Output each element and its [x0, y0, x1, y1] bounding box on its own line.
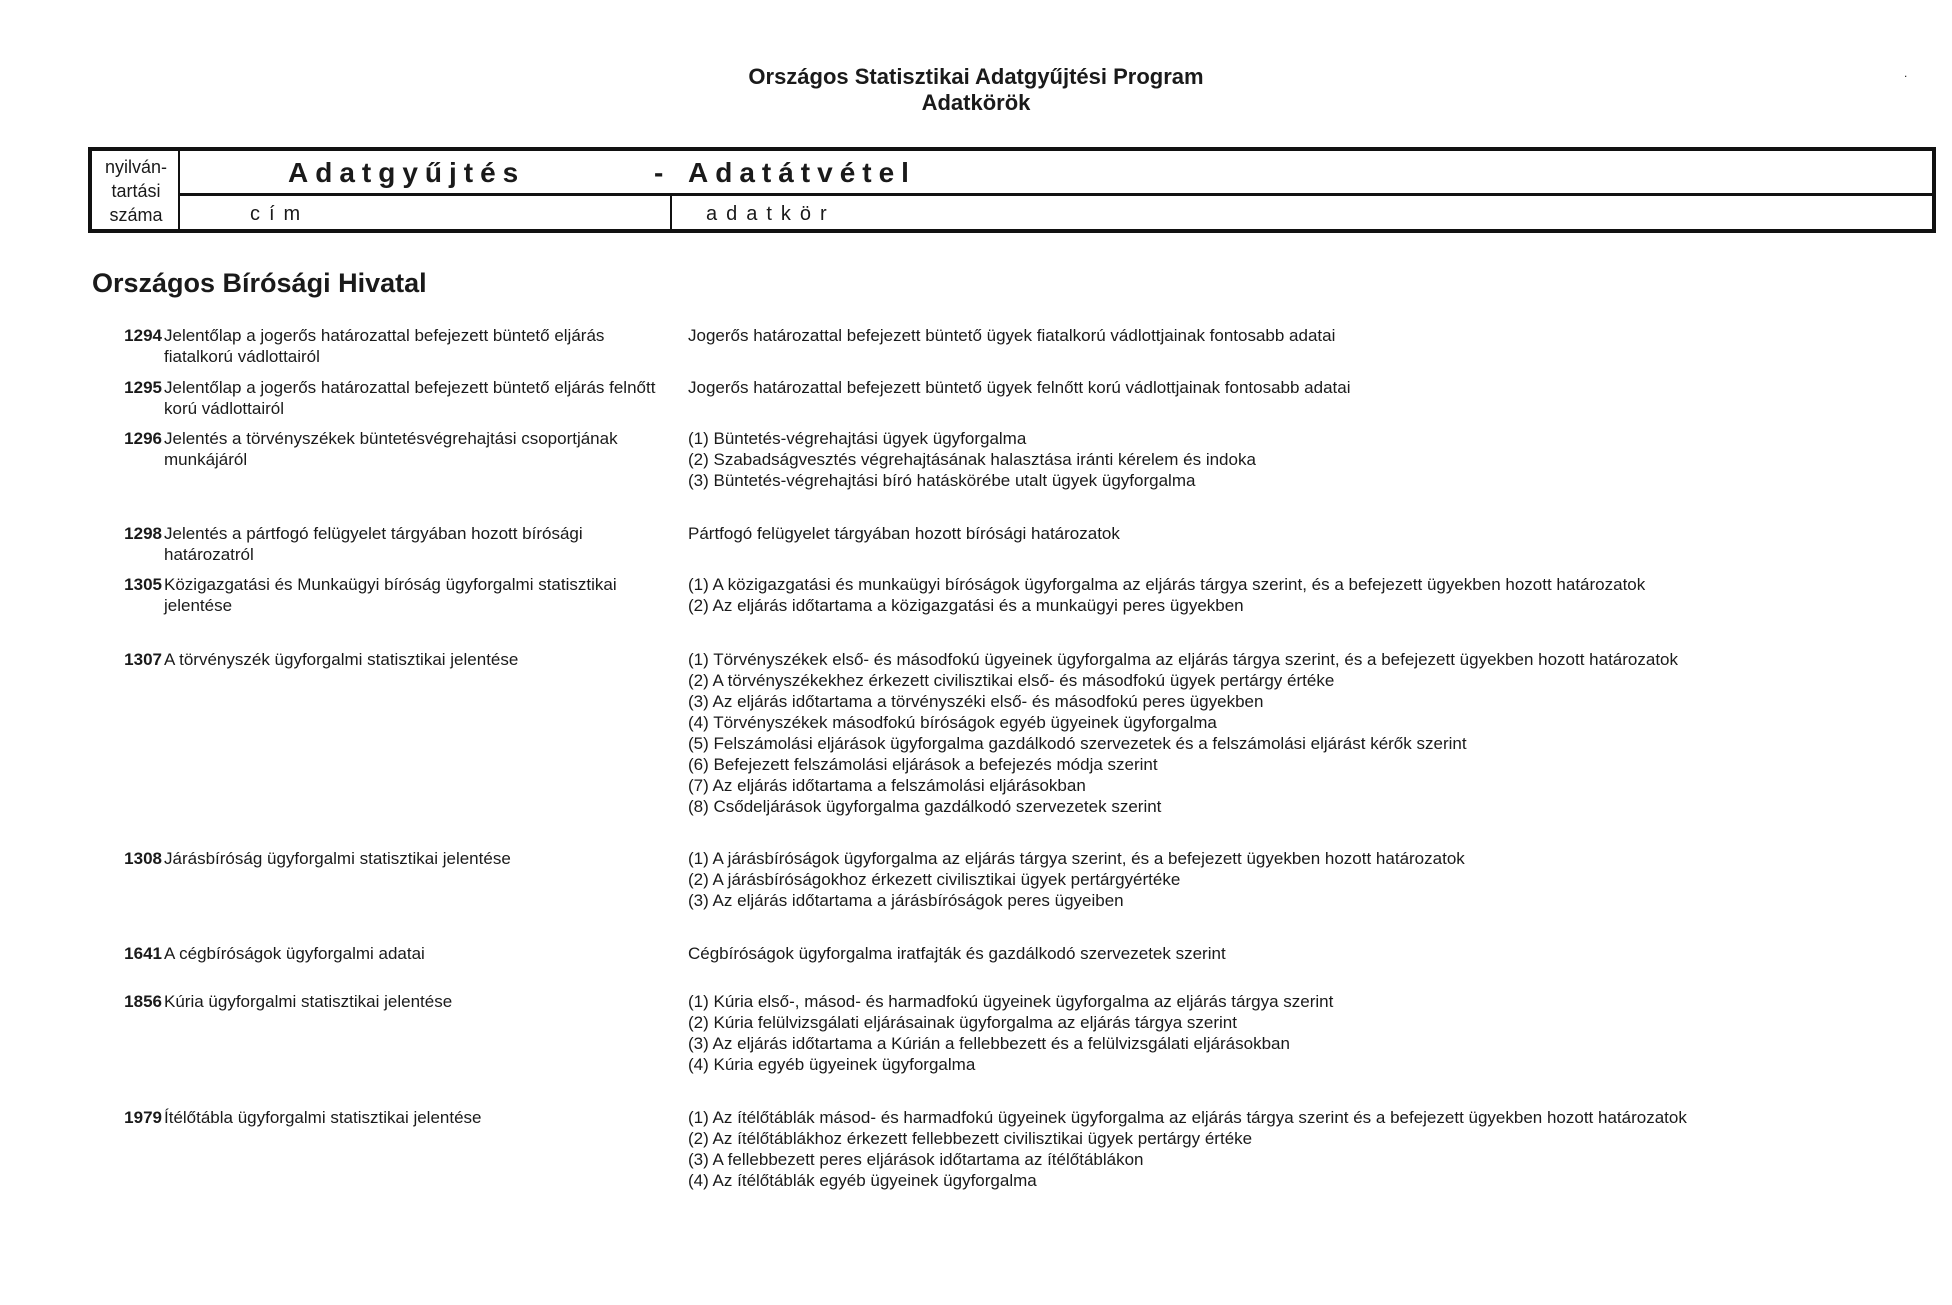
data-scope-line: Pártfogó felügyelet tárgyában hozott bírósági határozatok: [688, 524, 1120, 543]
data-scope-line: (4) Törvényszékek másodfokú bíróságok egyéb ügyeinek ügyforgalma: [688, 713, 1217, 732]
entry-title: Jelentés a pártfogó felügyelet tárgyában hozott bírósági határozatról: [164, 524, 583, 564]
data-scope-line: (7) Az eljárás időtartama a felszámolási eljárásokban: [688, 776, 1086, 795]
column-header-table: [88, 147, 1936, 233]
entry-title: A cégbíróságok ügyforgalmi adatai: [164, 944, 425, 963]
entry-title: Közigazgatási és Munkaügyi bíróság ügyforgalmi statisztikai jelentése: [164, 575, 617, 615]
entry-number: 1298: [124, 524, 162, 543]
entry-data-scope: [688, 848, 1928, 911]
data-scope-line: (1) Büntetés-végrehajtási ügyek ügyforgalma: [688, 429, 1027, 448]
entry-title: Jelentőlap a jogerős határozattal befejezett büntető eljárás felnőtt korú vádlottairól: [164, 378, 656, 418]
entry-data-scope: [688, 1107, 1928, 1191]
registration-number-label-line: száma: [109, 205, 163, 225]
data-scope-line: (1) Az ítélőtáblák másod- és harmadfokú ügyeinek ügyforgalma az eljárás tárgya szerint és a befejezett ügyekben hozott határozatok: [688, 1108, 1687, 1127]
document-title: Országos Statisztikai Adatgyűjtési Program: [748, 64, 1204, 89]
document-subtitle: Adatkörök: [921, 90, 1031, 115]
entry-number: 1294: [124, 326, 162, 345]
data-scope-column-label: adatkör: [706, 203, 836, 225]
registration-number-label-line: nyilván-: [104, 157, 168, 177]
data-scope-line: Cégbíróságok ügyforgalma iratfajták és gazdálkodó szervezetek szerint: [688, 944, 1226, 963]
divider-horizontal: [180, 193, 1936, 196]
corner-mark: .: [1904, 66, 1908, 80]
entry-data-scope: [688, 377, 1928, 398]
entry-number: 1979: [124, 1108, 162, 1127]
data-scope-line: (3) Az eljárás időtartama a törvényszéki első- és másodfokú peres ügyekben: [688, 692, 1264, 711]
entry-number: 1307: [124, 650, 162, 669]
entry-title: Jelentőlap a jogerős határozattal befejezett büntető eljárás fiatalkorú vádlottairól: [164, 326, 605, 366]
data-scope-line: (8) Csődeljárások ügyforgalma gazdálkodó szervezetek szerint: [688, 797, 1162, 816]
entry-number: 1295: [124, 378, 162, 397]
entry-data-scope: [688, 943, 1928, 964]
data-scope-line: Jogerős határozattal befejezett büntető ügyek fiatalkorú vádlottjainak fontosabb adatai: [688, 326, 1336, 345]
data-scope-line: (1) Törvényszékek első- és másodfokú ügyeinek ügyforgalma az eljárás tárgya szerint, és a befejezett ügyekben hozott határozatok: [688, 650, 1678, 669]
data-scope-line: (3) Büntetés-végrehajtási bíró hatáskörébe utalt ügyek ügyforgalma: [688, 471, 1196, 490]
entry-data-scope: [688, 991, 1928, 1075]
entry-number: 1641: [124, 944, 162, 963]
entry-number: 1305: [124, 575, 162, 594]
entry-title: Jelentés a törvényszékek büntetésvégrehajtási csoportjának munkájáról: [164, 429, 618, 469]
data-scope-line: (4) Kúria egyéb ügyeinek ügyforgalma: [688, 1055, 976, 1074]
data-scope-line: (2) Az ítélőtáblákhoz érkezett fellebbezett civilisztikai ügyek pertárgy értéke: [688, 1129, 1253, 1148]
title-column-label: cím: [250, 203, 310, 225]
entry-data-scope: [688, 428, 1928, 491]
data-scope-line: (3) Az eljárás időtartama a járásbíróságok peres ügyeiben: [688, 891, 1124, 910]
data-takeover-heading: Adatátvétel: [688, 157, 916, 188]
data-scope-line: (2) Szabadságvesztés végrehajtásának halasztása iránti kérelem és indoka: [688, 450, 1256, 469]
data-scope-line: (5) Felszámolási eljárások ügyforgalma gazdálkodó szervezetek és a felszámolási eljárást kérők szerint: [688, 734, 1467, 753]
divider-vertical-1: [178, 151, 180, 229]
entry-data-scope: [688, 649, 1928, 817]
heading-separator: -: [654, 157, 664, 188]
entry-title: A törvényszék ügyforgalmi statisztikai jelentése: [164, 650, 519, 669]
section-title: Országos Bírósági Hivatal: [92, 268, 427, 298]
entry-data-scope: [688, 523, 1928, 544]
data-scope-line: (6) Befejezett felszámolási eljárások a befejezés módja szerint: [688, 755, 1158, 774]
data-scope-line: (2) A törvényszékekhez érkezett civilisztikai első- és másodfokú ügyek pertárgy értéke: [688, 671, 1335, 690]
data-scope-line: (1) A járásbíróságok ügyforgalma az eljárás tárgya szerint, és a befejezett ügyekben hozott határozatok: [688, 849, 1465, 868]
data-scope-line: (1) Kúria első-, másod- és harmadfokú ügyeinek ügyforgalma az eljárás tárgya szerint: [688, 992, 1334, 1011]
data-scope-line: (4) Az ítélőtáblák egyéb ügyeinek ügyforgalma: [688, 1171, 1037, 1190]
entry-data-scope: [688, 325, 1928, 346]
entry-title: Ítélőtábla ügyforgalmi statisztikai jelentése: [164, 1108, 482, 1127]
registration-number-label-line: tartási: [111, 181, 161, 201]
entry-number: 1308: [124, 849, 162, 868]
entry-title: Kúria ügyforgalmi statisztikai jelentése: [164, 992, 453, 1011]
divider-vertical-2: [670, 194, 672, 229]
data-collection-heading: Adatgyűjtés: [288, 157, 526, 188]
data-scope-line: (2) Az eljárás időtartama a közigazgatási és a munkaügyi peres ügyekben: [688, 596, 1244, 615]
data-scope-line: (3) Az eljárás időtartama a Kúrián a fellebbezett és a felülvizsgálati eljárásokban: [688, 1034, 1290, 1053]
entry-number: 1856: [124, 992, 162, 1011]
data-scope-line: (1) A közigazgatási és munkaügyi bíróságok ügyforgalma az eljárás tárgya szerint, és a befejezett ügyekben hozott határozatok: [688, 575, 1646, 594]
entry-title: Járásbíróság ügyforgalmi statisztikai jelentése: [164, 849, 511, 868]
entry-data-scope: [688, 574, 1928, 616]
registration-number-label: [94, 155, 178, 227]
data-scope-line: (2) A járásbíróságokhoz érkezett civilisztikai ügyek pertárgyértéke: [688, 870, 1181, 889]
data-scope-line: (2) Kúria felülvizsgálati eljárásainak ügyforgalma az eljárás tárgya szerint: [688, 1013, 1237, 1032]
entry-number: 1296: [124, 429, 162, 448]
data-scope-line: Jogerős határozattal befejezett büntető ügyek felnőtt korú vádlottjainak fontosabb adatai: [688, 378, 1351, 397]
data-scope-line: (3) A fellebbezett peres eljárások időtartama az ítélőtáblákon: [688, 1150, 1144, 1169]
